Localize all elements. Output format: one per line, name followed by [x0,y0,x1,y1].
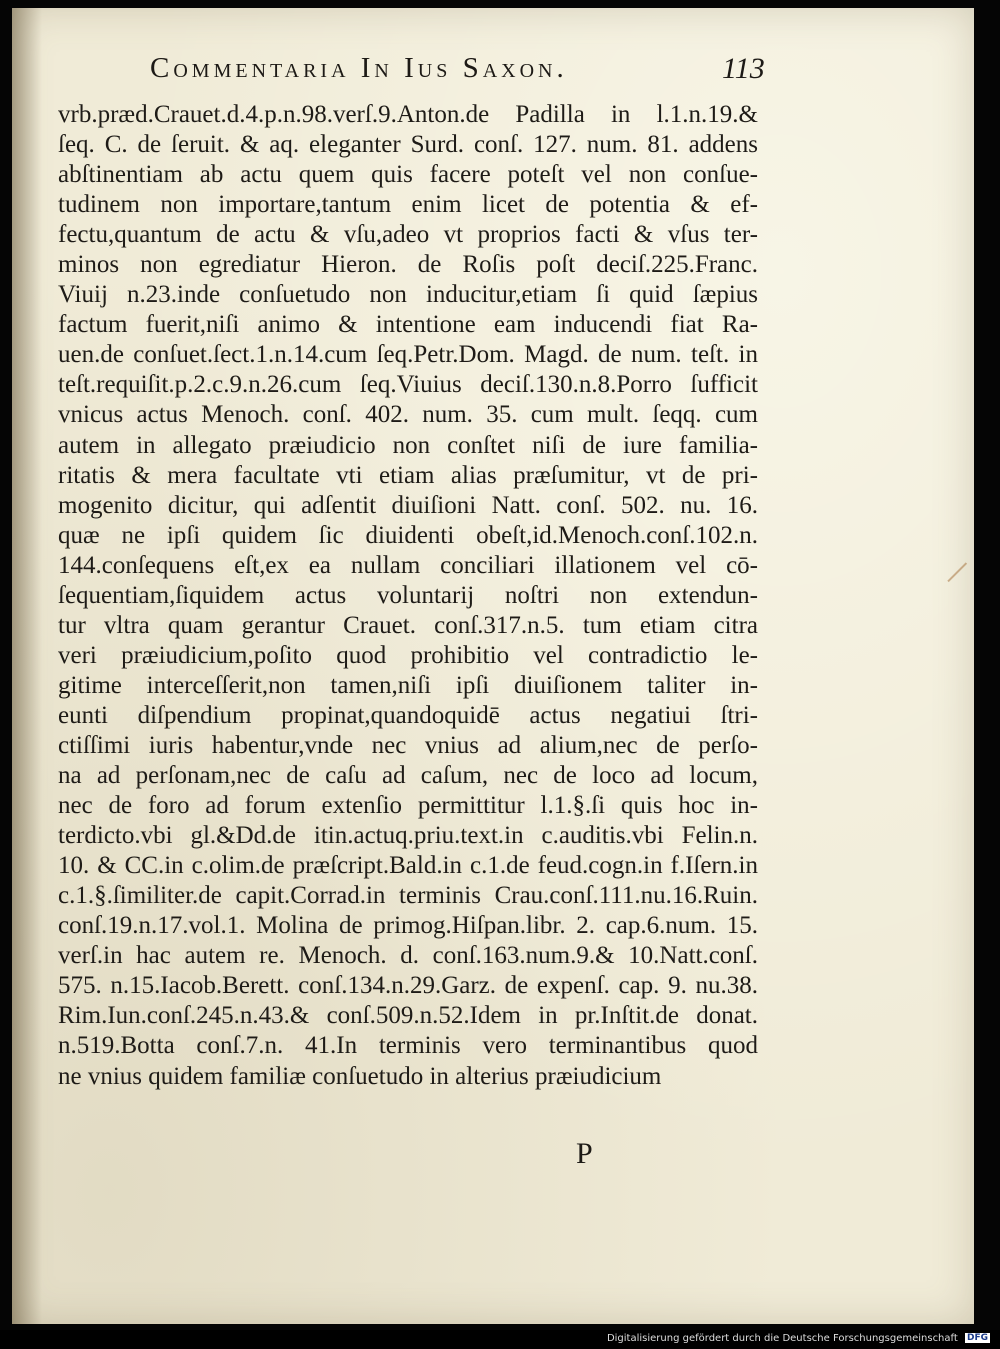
text-line: uen.de conſuet.ſect.1.n.14.cum ſeq.Petr.Dom. Magd. de num. teſt. in [58,341,758,369]
page-number: 113 [722,52,765,85]
text-line: tudinem non importare,tantum enim licet de potentia & ef- [58,191,758,219]
text-line: gitime interceſſerit,non tamen,niſi ipſi diuiſionem taliter in- [58,671,758,699]
running-head: Commentaria In Ius Saxon. [150,52,568,84]
text-line: vrb.præd.Crauet.d.4.p.n.98.verſ.9.Anton.de Padilla in l.1.n.19.& [58,101,758,128]
text-line: autem in allegato præiudicio non conſtet niſi de iure familia- [58,431,758,459]
text-line: fectu,quantum de actu & vſu,adeo vt proprios facti & vſus ter- [58,221,758,249]
text-line: ritatis & mera facultate vti etiam alias præſumitur, vt de pri- [58,461,758,489]
text-line: minos non egrediatur Hieron. de Roſis poſt deciſ.225.Franc. [58,251,758,279]
text-line: ctiſſimi iuris habentur,vnde nec vnius ad alium,nec de perſo- [58,731,758,759]
text-line: vnicus actus Menoch. conſ. 402. num. 35. cum mult. ſeqq. cum [58,401,758,429]
text-line: 575. n.15.Iacob.Berett. conſ.134.n.29.Garz. de expenſ. cap. 9. nu.38. [58,972,758,1000]
text-line: conſ.19.n.17.vol.1. Molina de primog.Hiſpan.libr. 2. cap.6.num. 15. [58,912,758,940]
text-line: 144.conſequens eſt,ex ea nullam conciliari illationem vel cō- [58,551,758,579]
text-line: ſequentiam,ſiquidem actus voluntarij noſtri non extendun- [58,581,758,609]
text-line: terdicto.vbi gl.&Dd.de itin.actuq.priu.text.in c.auditis.vbi Felin.n. [58,822,758,850]
text-line: veri præiudicium,poſito quod prohibitio vel contradictio le- [58,641,758,669]
text-line: 10. & CC.in c.olim.de præſcript.Bald.in c.1.de feud.cogn.in f.Iſern.in [58,852,758,880]
text-line: ſeq. C. de ſeruit. & aq. eleganter Surd. conſ. 127. num. 81. addens [58,131,758,159]
text-line: na ad perſonam,nec de caſu ad caſum, nec de loco ad locum, [58,762,758,790]
text-line: n.519.Botta conſ.7.n. 41.In terminis vero terminantibus quod [58,1032,758,1060]
digitization-footer [560,1333,990,1344]
text-line: mogenito dicitur, qui adſentit diuiſioni Natt. conſ. 502. nu. 16. [58,491,758,519]
page-gutter-shadow [12,8,42,1324]
text-line: ne vnius quidem familiæ conſuetudo in alterius præiudicium [58,1062,662,1090]
text-line: verſ.in hac autem re. Menoch. d. conſ.163.num.9.& 10.Natt.conſ. [58,942,758,970]
body-text [58,100,758,1092]
text-line: nec de foro ad forum extenſio permittitur l.1.§.ſi quis hoc in- [58,792,758,820]
signature-mark: P [576,1137,593,1170]
text-line: eunti diſpendium propinat,quandoquidē actus negatiui ſtri- [58,701,758,729]
text-line: quæ ne ipſi quidem ſic diuidenti obeſt,id.Menoch.conſ.102.n. [58,521,758,549]
text-line: c.1.§.ſimiliter.de capit.Corrad.in terminis Crau.conſ.111.nu.16.Ruin. [58,882,758,910]
text-line: teſt.requiſit.p.2.c.9.n.26.cum ſeq.Viuius deciſ.130.n.8.Porro ſufficit [58,371,758,399]
dfg-logo-icon: DFG [966,1333,988,1343]
text-line: Rim.Iun.conſ.245.n.43.& conſ.509.n.52.Idem in pr.Inſtit.de donat. [58,1002,758,1030]
text-line: factum fuerit,niſi animo & intentione eam inducendi fiat Ra- [58,311,758,339]
text-line: tur vltra quam gerantur Crauet. conſ.317.n.5. tum etiam citra [58,611,758,639]
text-line: abſtinentiam ab actu quem quis facere poteſt vel non conſue- [58,161,758,189]
footer-text: Digitalisierung gefördert durch die Deutsche Forschungsgemeinschaft [606,1333,958,1344]
text-line: Viuij n.23.inde conſuetudo non inducitur,etiam ſi quid ſæpius [58,281,758,309]
